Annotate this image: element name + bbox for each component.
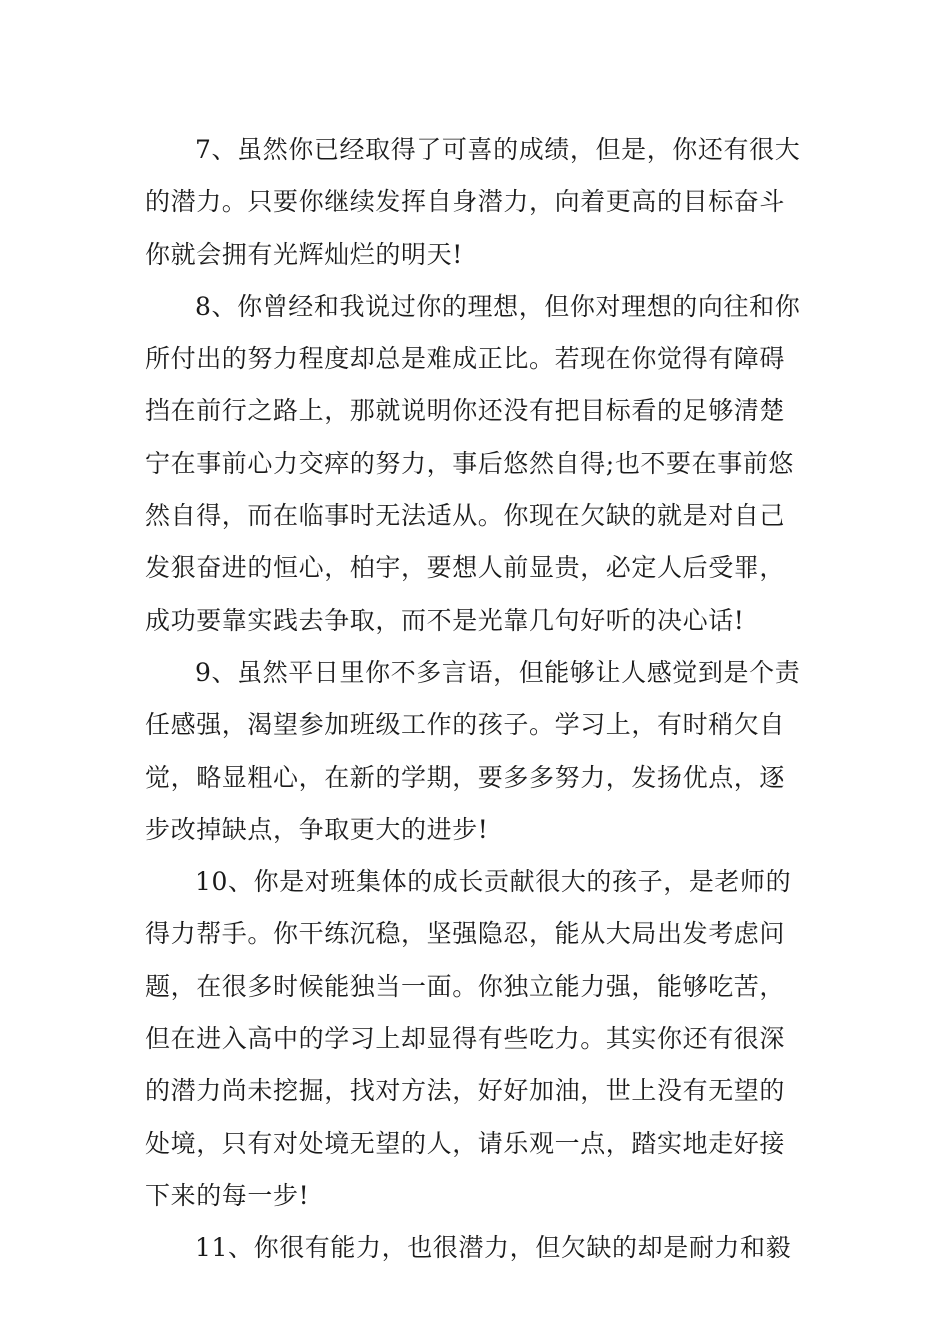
- text-line: 所付出的努力程度却总是难成正比。若现在你觉得有障碍: [145, 344, 786, 374]
- text-line: 7、虽然你已经取得了可喜的成绩，但是，你还有很大: [195, 135, 801, 164]
- text-line: 11、你很有能力，也很潜力，但欠缺的却是耐力和毅: [195, 1233, 792, 1263]
- text-line: 然自得，而在临事时无法适从。你现在欠缺的就是对自己: [145, 501, 786, 531]
- text-line: 9、虽然平日里你不多言语，但能够让人感觉到是个责: [195, 657, 801, 687]
- document-body: [145, 124, 810, 1275]
- text-line: 宁在事前心力交瘁的努力，事后悠然自得;也不要在事前悠: [145, 448, 795, 478]
- text-line: 成功要靠实践去争取，而不是光靠几句好听的决心话!: [145, 605, 745, 635]
- text-line: 10、你是对班集体的成长贡献很大的孩子，是老师的: [195, 867, 792, 897]
- text-line: 发狠奋进的恒心，柏宇，要想人前显贵，必定人后受罪，: [145, 553, 786, 583]
- text-line: 觉，略显粗心，在新的学期，要多多努力，发扬优点，逐: [145, 762, 786, 792]
- text-line: 挡在前行之路上，那就说明你还没有把目标看的足够清楚: [145, 396, 786, 426]
- text-line: 步改掉缺点，争取更大的进步!: [145, 814, 489, 844]
- text-line: 8、你曾经和我说过你的理想，但你对理想的向往和你: [195, 291, 801, 321]
- text-line: 处境，只有对处境无望的人，请乐观一点，踏实地走好接: [145, 1128, 786, 1158]
- text-line: 的潜力尚未挖掘，找对方法，好好加油，世上没有无望的: [145, 1076, 786, 1106]
- text-line: 得力帮手。你干练沉稳，坚强隐忍，能从大局出发考虑问: [145, 919, 786, 949]
- text-line: 但在进入高中的学习上却显得有些吃力。其实你还有很深: [145, 1024, 786, 1054]
- text-line: 题，在很多时候能独当一面。你独立能力强，能够吃苦，: [145, 971, 786, 1001]
- text-line: 任感强，渴望参加班级工作的孩子。学习上，有时稍欠自: [145, 710, 786, 740]
- text-line: 的潜力。只要你继续发挥自身潜力，向着更高的目标奋斗: [145, 187, 786, 217]
- text-line: 下来的每一步!: [145, 1180, 310, 1210]
- text-line: 你就会拥有光辉灿烂的明天!: [145, 239, 463, 269]
